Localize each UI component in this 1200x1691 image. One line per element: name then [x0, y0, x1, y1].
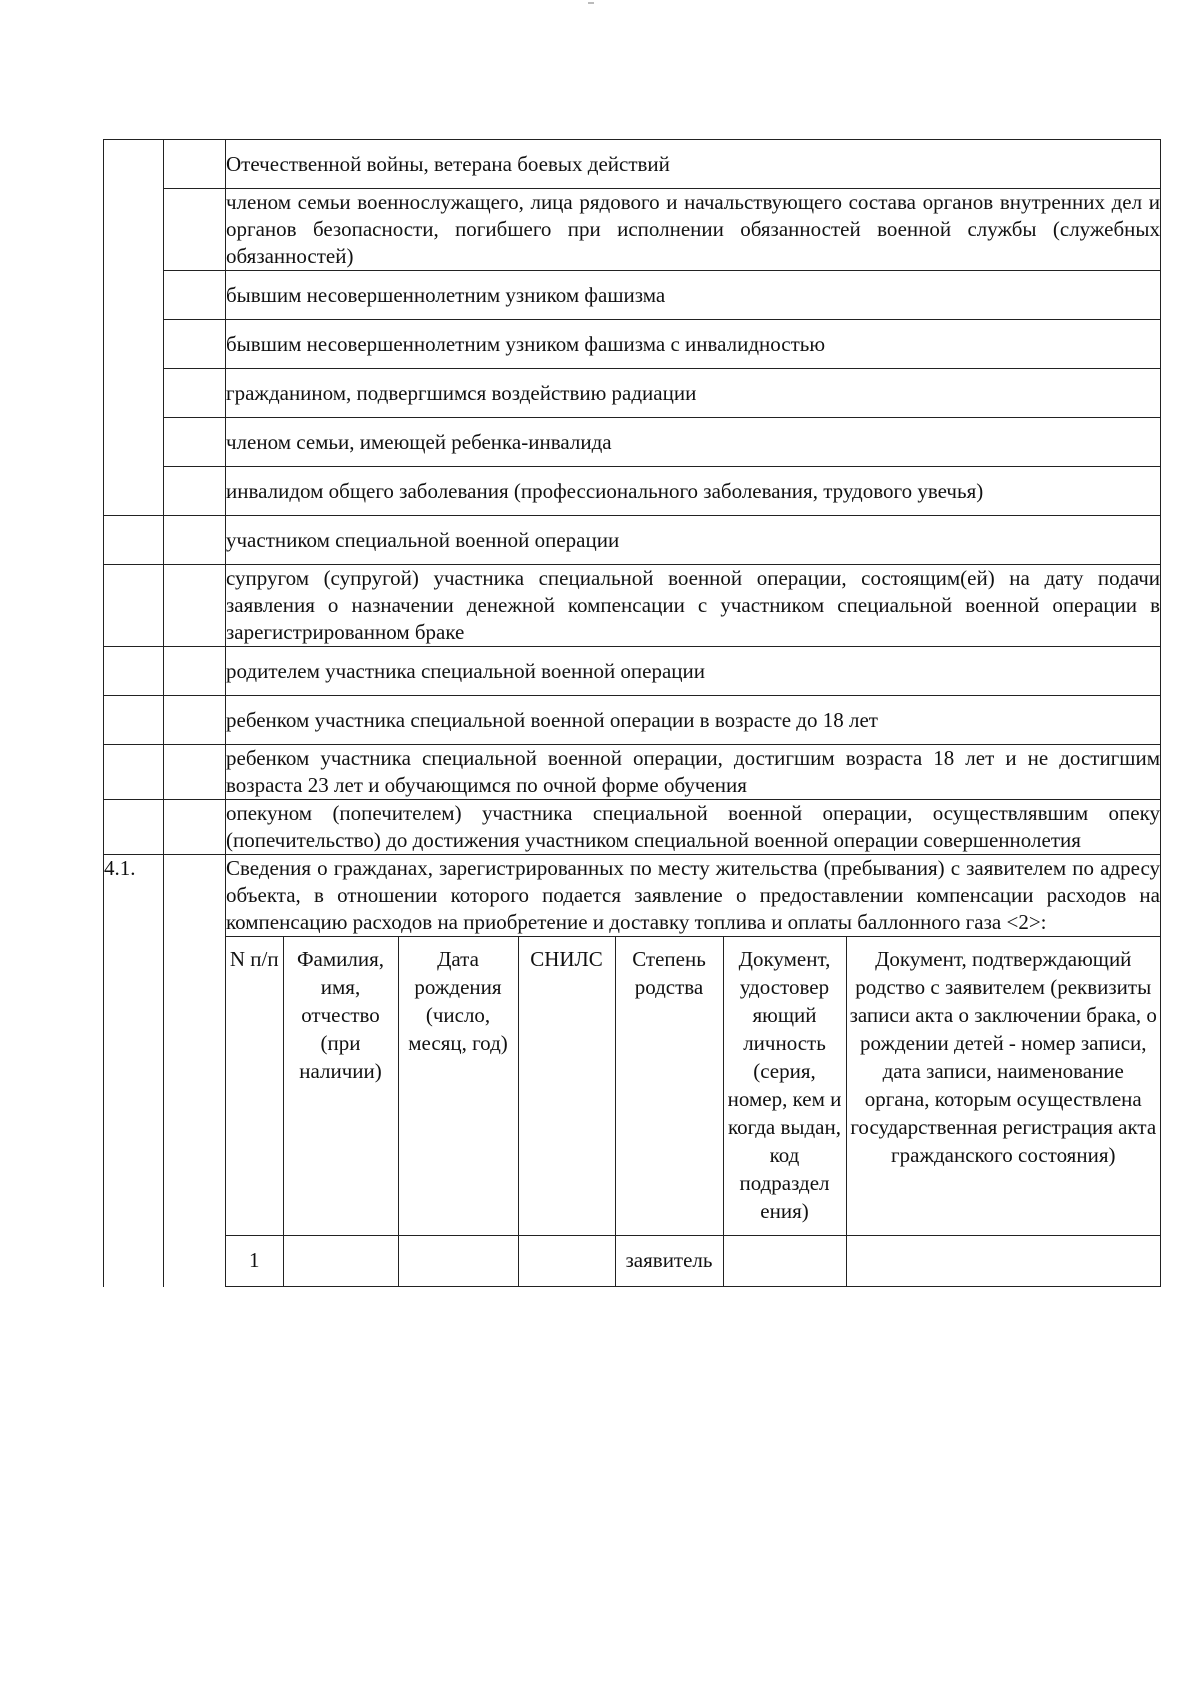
row-text: родителем участника специальной военной операции — [226, 647, 1161, 696]
row-text: опекуном (попечителем) участника специальной военной операции, осуществлявшим опеку (попечительство) до достижения участником специальной военной операции совершеннолетия — [226, 800, 1161, 855]
table-row — [104, 369, 1161, 418]
subtable-row — [104, 937, 1161, 1287]
section-text: Сведения о гражданах, зарегистрированных по месту жительства (пребывания) с заявителем по адресу объекта, в отношении которого подается заявление о предоставлении компенсации расходов на компенсацию расходов на приобретение и доставку топлива и оплаты баллонного газа <2>: — [226, 855, 1161, 937]
residents-table — [226, 937, 1160, 1286]
table-row — [104, 320, 1161, 369]
data-cell[interactable] — [283, 1236, 398, 1287]
table-row — [104, 696, 1161, 745]
number-cell — [104, 320, 164, 369]
data-cell[interactable] — [398, 1236, 518, 1287]
table-row — [104, 745, 1161, 800]
data-cell[interactable] — [723, 1236, 846, 1287]
checkbox-cell[interactable] — [164, 565, 226, 647]
row-text: супругом (супругой) участника специальной военной операции, состоящим(ей) на дату подачи заявления о назначении денежной компенсации с участником специальной военной операции в зарегистрированном браке — [226, 565, 1161, 647]
data-cell[interactable]: 1 — [226, 1236, 283, 1287]
data-cell[interactable]: заявитель — [615, 1236, 723, 1287]
row-text: ребенком участника специальной военной операции в возрасте до 18 лет — [226, 696, 1161, 745]
number-cell — [104, 516, 164, 565]
section-number: 4.1. — [104, 855, 164, 1287]
checkbox-cell[interactable] — [164, 467, 226, 516]
checkbox-cell[interactable] — [164, 140, 226, 189]
number-cell — [104, 565, 164, 647]
data-cell[interactable] — [846, 1236, 1160, 1287]
table-row — [104, 467, 1161, 516]
number-cell — [104, 369, 164, 418]
header-cell: СНИЛС — [518, 937, 615, 1236]
number-cell — [104, 696, 164, 745]
row-text: инвалидом общего заболевания (профессионального заболевания, трудового увечья) — [226, 467, 1161, 516]
number-cell — [104, 189, 164, 271]
checkbox-cell[interactable] — [164, 800, 226, 855]
number-cell — [104, 800, 164, 855]
row-text: Отечественной войны, ветерана боевых действий — [226, 140, 1161, 189]
table-row — [104, 647, 1161, 696]
number-cell — [104, 745, 164, 800]
checkbox-cell[interactable] — [164, 745, 226, 800]
residents-header-row — [226, 937, 1160, 1236]
document-page — [103, 139, 1160, 1287]
header-cell: Документ, подтверждающий родство с заявителем (реквизиты записи акта о заключении брака, о рождении детей - номер записи, дата записи, наименование органа, которым осуществлена государственная регистрация акта гражданского состояния) — [846, 937, 1160, 1236]
header-cell: Документ, удостовер яющий личность (серия, номер, кем и когда выдан, код подраздел ения) — [723, 937, 846, 1236]
row-text: бывшим несовершеннолетним узником фашизма с инвалидностью — [226, 320, 1161, 369]
checkbox-cell[interactable] — [164, 516, 226, 565]
row-text: бывшим несовершеннолетним узником фашизма — [226, 271, 1161, 320]
table-row — [104, 418, 1161, 467]
header-cell: Степень родства — [615, 937, 723, 1236]
table-row — [104, 271, 1161, 320]
row-text: участником специальной военной операции — [226, 516, 1161, 565]
section-row — [104, 855, 1161, 937]
number-cell — [104, 140, 164, 189]
number-cell — [104, 418, 164, 467]
checkbox-cell[interactable] — [164, 696, 226, 745]
header-cell: Фамилия, имя, отчество (при наличии) — [283, 937, 398, 1236]
application-form-table — [103, 139, 1161, 1287]
header-cell: Дата рождения (число, месяц, год) — [398, 937, 518, 1236]
checkbox-cell[interactable] — [164, 418, 226, 467]
row-text: гражданином, подвергшимся воздействию радиации — [226, 369, 1161, 418]
scan-speck — [588, 2, 594, 4]
checkbox-cell[interactable] — [164, 189, 226, 271]
table-row — [104, 140, 1161, 189]
subtable-cell — [226, 937, 1161, 1287]
number-cell — [104, 271, 164, 320]
table-row — [104, 800, 1161, 855]
header-cell: N п/п — [226, 937, 283, 1236]
number-cell — [104, 647, 164, 696]
checkbox-cell[interactable] — [164, 271, 226, 320]
table-row — [226, 1236, 1160, 1287]
row-text: членом семьи военнослужащего, лица рядового и начальствующего состава органов внутренних дел и органов безопасности, погибшего при исполнении обязанностей военной службы (служебных обязанностей) — [226, 189, 1161, 271]
table-row — [104, 565, 1161, 647]
number-cell — [104, 467, 164, 516]
checkbox-cell[interactable] — [164, 369, 226, 418]
row-text: членом семьи, имеющей ребенка-инвалида — [226, 418, 1161, 467]
checkbox-cell[interactable] — [164, 320, 226, 369]
data-cell[interactable] — [518, 1236, 615, 1287]
table-row — [104, 189, 1161, 271]
table-row — [104, 516, 1161, 565]
row-text: ребенком участника специальной военной операции, достигшим возраста 18 лет и не достигшим возраста 23 лет и обучающимся по очной форме обучения — [226, 745, 1161, 800]
section-blank-cell — [164, 855, 226, 1287]
checkbox-cell[interactable] — [164, 647, 226, 696]
